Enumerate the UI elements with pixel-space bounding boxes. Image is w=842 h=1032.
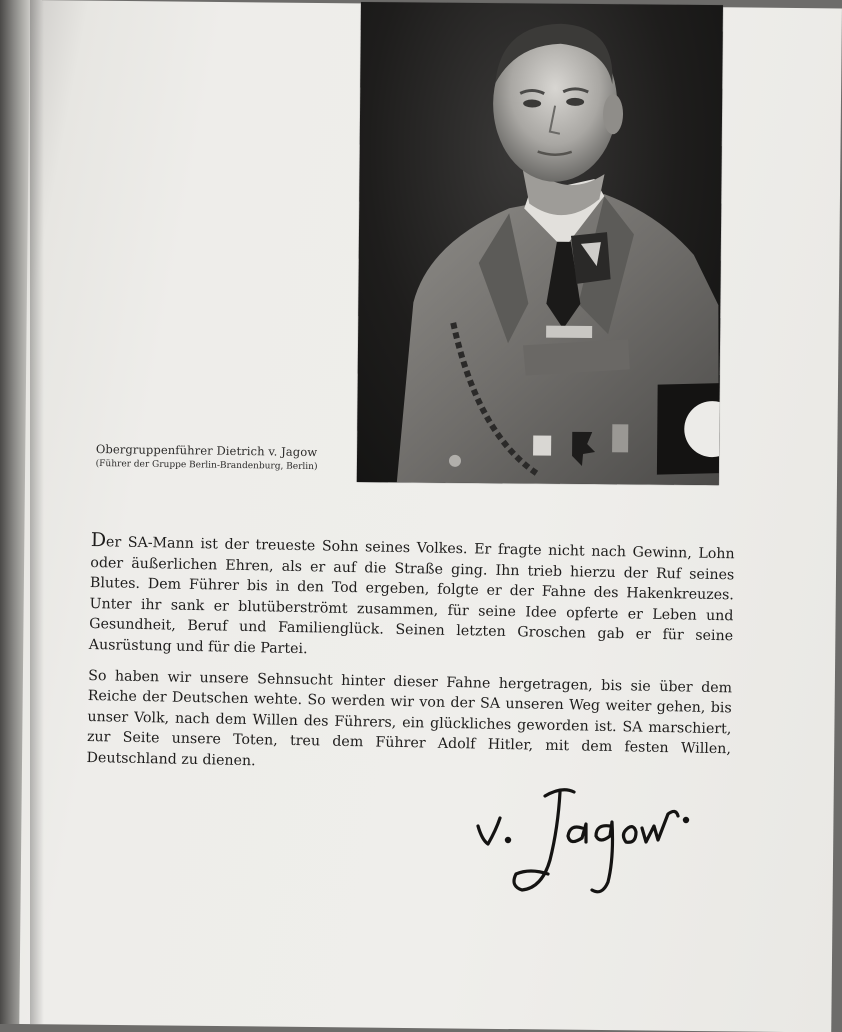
paragraph-2: So haben wir unsere Sehnsucht hinter dieser Fahne hergetragen, bis sie über dem Reiche der Deutschen wehte. So werden wir von der SA unseren Weg weiter gehen, bis unser Volk, nach dem Willen des Führers, ein glückliches geworden ist. SA marschiert, zur Seite unsere Toten, treu dem Führer Adolf Hitler, mit dem festen Willen, Deutschland zu dienen. (86, 667, 733, 770)
handwritten-signature (470, 778, 710, 908)
paragraph-1-text: er SA-Mann ist der treueste Sohn seines Volkes. Er fragte nicht nach Gewinn, Lohn oder äußerlichen Ehren, als er auf die Straße ging. Ihn trieb hierzu der Ruf seines Blutes. Dem Führer bis in den Tod ergeben, folgte er der Fahne des Hakenkreuzes. Unter ihr sank er blutüberströmt zusammen, für seine Idee opferte er Leben und Gesundheit, Beruf und Familienglück. Seinen letzten Groschen gab er für seine Ausrüstung und für die Partei. (88, 534, 735, 658)
caption-role: (Führer der Gruppe Berlin-Brandenburg, Berlin) (95, 458, 318, 473)
paragraph-1 (89, 530, 735, 668)
page-binding-shadow (30, 0, 44, 1024)
caption-name: Obergruppenführer Dietrich v. Jagow (95, 442, 318, 460)
signature-drawing (470, 778, 710, 908)
portrait-photo-illustration (357, 2, 723, 485)
portrait-photo (357, 2, 723, 485)
photo-caption (96, 442, 346, 472)
drop-cap: D (90, 529, 107, 552)
body-text (86, 530, 735, 791)
